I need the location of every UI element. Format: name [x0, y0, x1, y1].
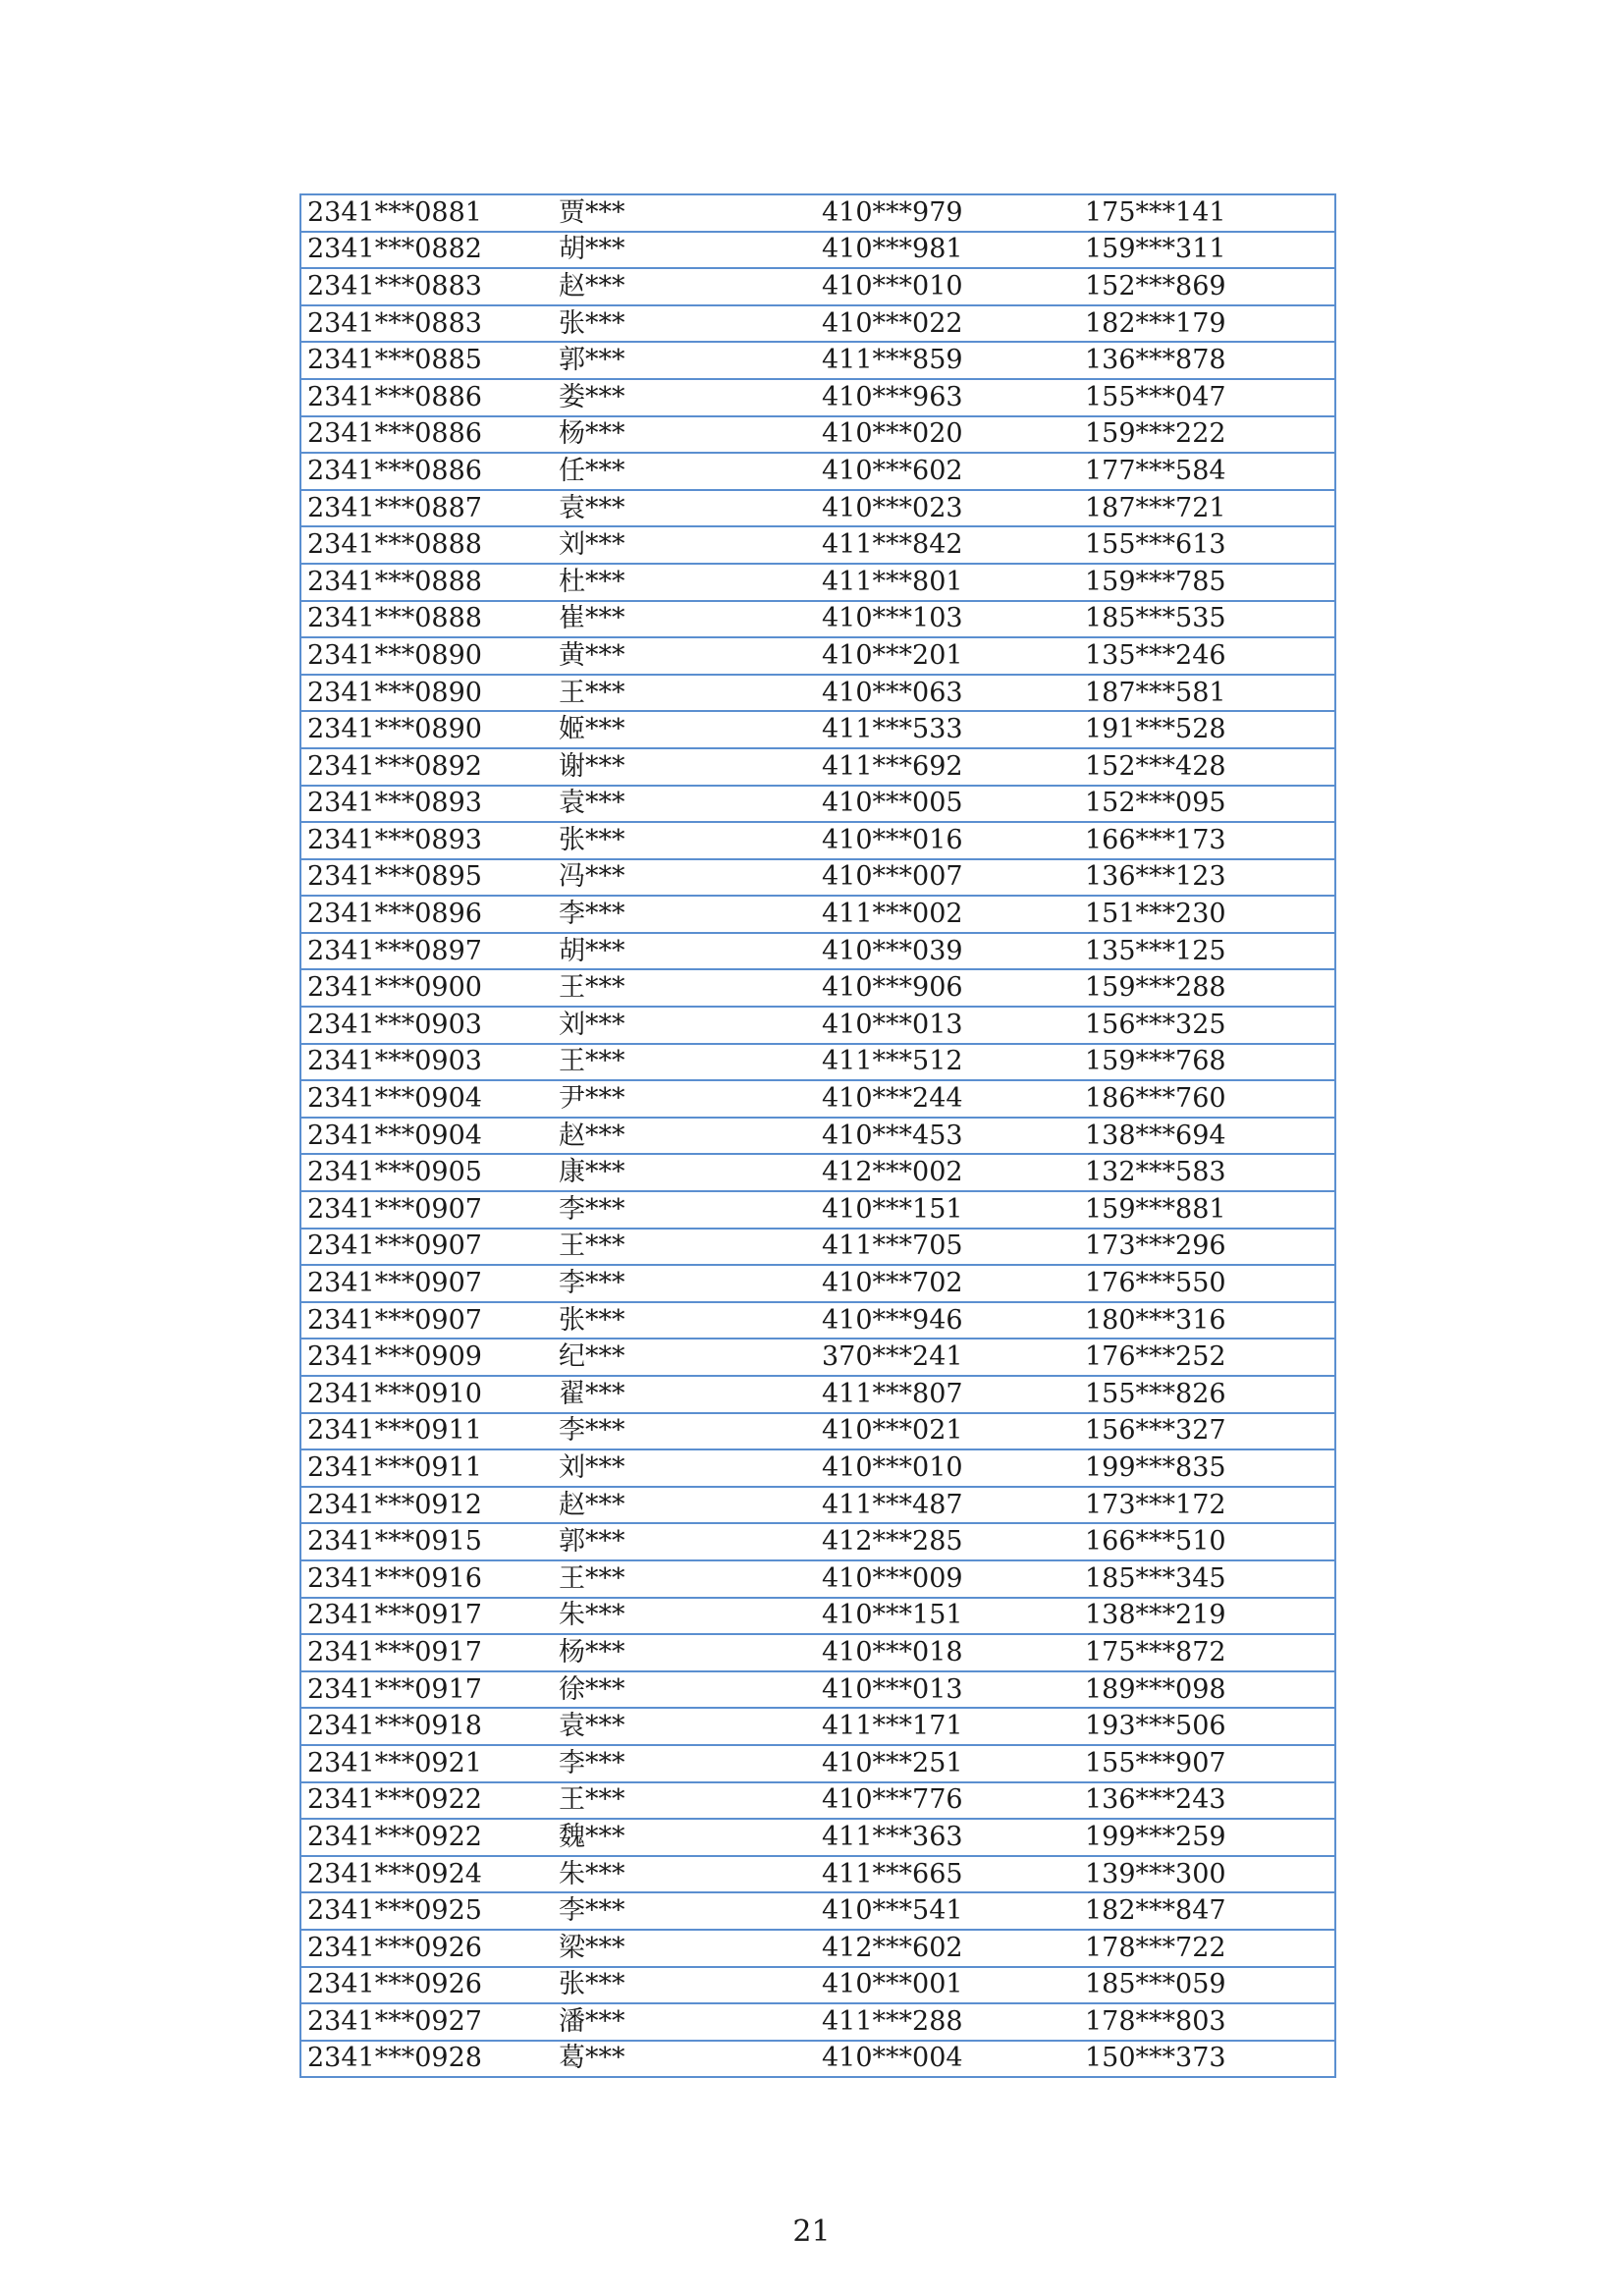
idcard-cell: 411***842 [816, 526, 1079, 564]
id-cell: 2341***0909 [300, 1339, 553, 1376]
name-cell: 郭*** [553, 342, 816, 379]
table-row [300, 1634, 1335, 1671]
table-row [300, 711, 1335, 748]
idcard-cell: 410***021 [816, 1413, 1079, 1450]
table-row [300, 2041, 1335, 2078]
table-row [300, 822, 1335, 859]
phone-cell: 173***172 [1079, 1487, 1335, 1524]
id-cell: 2341***0926 [300, 1930, 553, 1967]
name-cell: 刘*** [553, 1449, 816, 1487]
phone-cell: 180***316 [1079, 1302, 1335, 1339]
id-cell: 2341***0897 [300, 933, 553, 970]
name-cell: 张*** [553, 1302, 816, 1339]
phone-cell: 155***907 [1079, 1745, 1335, 1782]
id-cell: 2341***0885 [300, 342, 553, 379]
table-row [300, 1560, 1335, 1598]
table-row [300, 969, 1335, 1007]
id-cell: 2341***0907 [300, 1265, 553, 1302]
phone-cell: 138***694 [1079, 1118, 1335, 1155]
id-cell: 2341***0928 [300, 2041, 553, 2078]
idcard-cell: 370***241 [816, 1339, 1079, 1376]
id-cell: 2341***0912 [300, 1487, 553, 1524]
id-cell: 2341***0918 [300, 1708, 553, 1745]
table-row [300, 675, 1335, 712]
phone-cell: 176***550 [1079, 1265, 1335, 1302]
id-cell: 2341***0904 [300, 1118, 553, 1155]
idcard-cell: 411***002 [816, 896, 1079, 933]
table-row [300, 1745, 1335, 1782]
name-cell: 王*** [553, 1560, 816, 1598]
name-cell: 黄*** [553, 637, 816, 675]
id-cell: 2341***0888 [300, 526, 553, 564]
idcard-cell: 410***103 [816, 601, 1079, 638]
name-cell: 尹*** [553, 1080, 816, 1118]
name-cell: 葛*** [553, 2041, 816, 2078]
table-row [300, 1413, 1335, 1450]
table-row [300, 1007, 1335, 1044]
id-cell: 2341***0886 [300, 416, 553, 454]
idcard-cell: 410***005 [816, 786, 1079, 823]
id-cell: 2341***0907 [300, 1229, 553, 1266]
idcard-cell: 410***151 [816, 1191, 1079, 1229]
name-cell: 任*** [553, 453, 816, 490]
idcard-cell: 410***251 [816, 1745, 1079, 1782]
name-cell: 李*** [553, 1413, 816, 1450]
phone-cell: 176***252 [1079, 1339, 1335, 1376]
idcard-cell: 410***702 [816, 1265, 1079, 1302]
phone-cell: 193***506 [1079, 1708, 1335, 1745]
phone-cell: 178***803 [1079, 2003, 1335, 2041]
phone-cell: 159***222 [1079, 416, 1335, 454]
phone-cell: 177***584 [1079, 453, 1335, 490]
name-cell: 翟*** [553, 1376, 816, 1413]
name-cell: 赵*** [553, 268, 816, 305]
name-cell: 谢*** [553, 748, 816, 786]
id-cell: 2341***0887 [300, 490, 553, 527]
id-cell: 2341***0926 [300, 1967, 553, 2004]
table-row [300, 1819, 1335, 1856]
table-row [300, 933, 1335, 970]
name-cell: 杨*** [553, 1634, 816, 1671]
id-cell: 2341***0888 [300, 564, 553, 601]
idcard-cell: 410***010 [816, 268, 1079, 305]
page-number: 21 [792, 2214, 831, 2249]
id-cell: 2341***0910 [300, 1376, 553, 1413]
phone-cell: 175***141 [1079, 194, 1335, 232]
phone-cell: 175***872 [1079, 1634, 1335, 1671]
table-row [300, 268, 1335, 305]
id-cell: 2341***0925 [300, 1892, 553, 1930]
name-cell: 魏*** [553, 1819, 816, 1856]
id-cell: 2341***0890 [300, 675, 553, 712]
table-row [300, 194, 1335, 232]
table-row [300, 1339, 1335, 1376]
id-cell: 2341***0886 [300, 379, 553, 416]
id-cell: 2341***0922 [300, 1782, 553, 1820]
table-row [300, 379, 1335, 416]
table-row [300, 342, 1335, 379]
phone-cell: 185***345 [1079, 1560, 1335, 1598]
phone-cell: 159***768 [1079, 1044, 1335, 1081]
name-cell: 赵*** [553, 1487, 816, 1524]
name-cell: 纪*** [553, 1339, 816, 1376]
id-cell: 2341***0882 [300, 232, 553, 269]
id-cell: 2341***0903 [300, 1007, 553, 1044]
name-cell: 冯*** [553, 859, 816, 897]
id-cell: 2341***0883 [300, 305, 553, 343]
name-cell: 娄*** [553, 379, 816, 416]
phone-cell: 185***535 [1079, 601, 1335, 638]
table-row [300, 1523, 1335, 1560]
idcard-cell: 410***010 [816, 1449, 1079, 1487]
phone-cell: 152***869 [1079, 268, 1335, 305]
phone-cell: 152***428 [1079, 748, 1335, 786]
table-row [300, 637, 1335, 675]
name-cell: 李*** [553, 1745, 816, 1782]
id-cell: 2341***0904 [300, 1080, 553, 1118]
idcard-cell: 411***801 [816, 564, 1079, 601]
phone-cell: 182***179 [1079, 305, 1335, 343]
idcard-cell: 410***453 [816, 1118, 1079, 1155]
table-row [300, 896, 1335, 933]
name-cell: 袁*** [553, 490, 816, 527]
name-cell: 李*** [553, 1892, 816, 1930]
id-cell: 2341***0917 [300, 1634, 553, 1671]
phone-cell: 166***510 [1079, 1523, 1335, 1560]
phone-cell: 136***243 [1079, 1782, 1335, 1820]
id-cell: 2341***0911 [300, 1413, 553, 1450]
idcard-cell: 410***018 [816, 1634, 1079, 1671]
name-cell: 张*** [553, 1967, 816, 2004]
table-row [300, 786, 1335, 823]
id-cell: 2341***0890 [300, 637, 553, 675]
id-cell: 2341***0896 [300, 896, 553, 933]
phone-cell: 187***581 [1079, 675, 1335, 712]
idcard-cell: 411***859 [816, 342, 1079, 379]
phone-cell: 152***095 [1079, 786, 1335, 823]
name-cell: 徐*** [553, 1671, 816, 1709]
phone-cell: 187***721 [1079, 490, 1335, 527]
id-cell: 2341***0907 [300, 1302, 553, 1339]
idcard-cell: 410***963 [816, 379, 1079, 416]
idcard-cell: 410***013 [816, 1007, 1079, 1044]
name-cell: 王*** [553, 969, 816, 1007]
name-cell: 张*** [553, 305, 816, 343]
idcard-cell: 410***981 [816, 232, 1079, 269]
idcard-cell: 411***288 [816, 2003, 1079, 2041]
idcard-cell: 412***602 [816, 1930, 1079, 1967]
id-cell: 2341***0924 [300, 1856, 553, 1893]
idcard-cell: 411***705 [816, 1229, 1079, 1266]
name-cell: 贾*** [553, 194, 816, 232]
idcard-cell: 410***039 [816, 933, 1079, 970]
name-cell: 郭*** [553, 1523, 816, 1560]
idcard-cell: 410***004 [816, 2041, 1079, 2078]
id-cell: 2341***0911 [300, 1449, 553, 1487]
id-cell: 2341***0895 [300, 859, 553, 897]
phone-cell: 136***878 [1079, 342, 1335, 379]
table-row [300, 1154, 1335, 1191]
name-cell: 刘*** [553, 526, 816, 564]
idcard-cell: 410***007 [816, 859, 1079, 897]
id-cell: 2341***0893 [300, 786, 553, 823]
name-cell: 朱*** [553, 1856, 816, 1893]
id-cell: 2341***0883 [300, 268, 553, 305]
name-cell: 王*** [553, 675, 816, 712]
table-row [300, 859, 1335, 897]
table-row [300, 232, 1335, 269]
phone-cell: 159***288 [1079, 969, 1335, 1007]
idcard-cell: 411***512 [816, 1044, 1079, 1081]
phone-cell: 155***826 [1079, 1376, 1335, 1413]
name-cell: 潘*** [553, 2003, 816, 2041]
idcard-cell: 410***906 [816, 969, 1079, 1007]
idcard-cell: 410***009 [816, 1560, 1079, 1598]
table-row [300, 1671, 1335, 1709]
idcard-cell: 410***020 [816, 416, 1079, 454]
phone-cell: 189***098 [1079, 1671, 1335, 1709]
phone-cell: 159***311 [1079, 232, 1335, 269]
id-cell: 2341***0892 [300, 748, 553, 786]
phone-cell: 159***881 [1079, 1191, 1335, 1229]
id-cell: 2341***0893 [300, 822, 553, 859]
table-row [300, 1708, 1335, 1745]
id-cell: 2341***0903 [300, 1044, 553, 1081]
idcard-cell: 411***807 [816, 1376, 1079, 1413]
name-cell: 王*** [553, 1229, 816, 1266]
phone-cell: 139***300 [1079, 1856, 1335, 1893]
idcard-cell: 410***023 [816, 490, 1079, 527]
name-cell: 梁*** [553, 1930, 816, 1967]
table-row [300, 490, 1335, 527]
id-cell: 2341***0922 [300, 1819, 553, 1856]
idcard-cell: 411***665 [816, 1856, 1079, 1893]
id-cell: 2341***0886 [300, 453, 553, 490]
phone-cell: 185***059 [1079, 1967, 1335, 2004]
name-cell: 朱*** [553, 1598, 816, 1635]
name-cell: 李*** [553, 1265, 816, 1302]
idcard-cell: 411***171 [816, 1708, 1079, 1745]
table-row [300, 453, 1335, 490]
idcard-cell: 410***022 [816, 305, 1079, 343]
table-row [300, 1302, 1335, 1339]
id-cell: 2341***0921 [300, 1745, 553, 1782]
phone-cell: 186***760 [1079, 1080, 1335, 1118]
phone-cell: 155***047 [1079, 379, 1335, 416]
table-row [300, 1892, 1335, 1930]
id-cell: 2341***0907 [300, 1191, 553, 1229]
phone-cell: 156***325 [1079, 1007, 1335, 1044]
idcard-cell: 410***201 [816, 637, 1079, 675]
name-cell: 王*** [553, 1782, 816, 1820]
name-cell: 胡*** [553, 933, 816, 970]
idcard-cell: 410***979 [816, 194, 1079, 232]
phone-cell: 155***613 [1079, 526, 1335, 564]
table-row [300, 1782, 1335, 1820]
idcard-cell: 412***285 [816, 1523, 1079, 1560]
phone-cell: 136***123 [1079, 859, 1335, 897]
idcard-cell: 412***002 [816, 1154, 1079, 1191]
idcard-cell: 411***692 [816, 748, 1079, 786]
name-cell: 康*** [553, 1154, 816, 1191]
idcard-cell: 410***541 [816, 1892, 1079, 1930]
idcard-cell: 411***363 [816, 1819, 1079, 1856]
idcard-cell: 410***001 [816, 1967, 1079, 2004]
table-row [300, 1265, 1335, 1302]
id-cell: 2341***0917 [300, 1598, 553, 1635]
name-cell: 袁*** [553, 1708, 816, 1745]
table-row [300, 1598, 1335, 1635]
table-row [300, 1044, 1335, 1081]
id-cell: 2341***0915 [300, 1523, 553, 1560]
id-cell: 2341***0888 [300, 601, 553, 638]
name-cell: 赵*** [553, 1118, 816, 1155]
phone-cell: 138***219 [1079, 1598, 1335, 1635]
phone-cell: 156***327 [1079, 1413, 1335, 1450]
idcard-cell: 410***946 [816, 1302, 1079, 1339]
table-row [300, 416, 1335, 454]
idcard-cell: 410***151 [816, 1598, 1079, 1635]
name-cell: 杨*** [553, 416, 816, 454]
id-cell: 2341***0890 [300, 711, 553, 748]
table-row [300, 1118, 1335, 1155]
name-cell: 张*** [553, 822, 816, 859]
id-cell: 2341***0916 [300, 1560, 553, 1598]
phone-cell: 135***125 [1079, 933, 1335, 970]
phone-cell: 151***230 [1079, 896, 1335, 933]
phone-cell: 178***722 [1079, 1930, 1335, 1967]
id-cell: 2341***0927 [300, 2003, 553, 2041]
name-cell: 杜*** [553, 564, 816, 601]
name-cell: 李*** [553, 1191, 816, 1229]
table-row [300, 2003, 1335, 2041]
phone-cell: 199***259 [1079, 1819, 1335, 1856]
phone-cell: 135***246 [1079, 637, 1335, 675]
idcard-cell: 410***013 [816, 1671, 1079, 1709]
table-row [300, 1376, 1335, 1413]
name-cell: 袁*** [553, 786, 816, 823]
table-row [300, 1191, 1335, 1229]
phone-cell: 191***528 [1079, 711, 1335, 748]
idcard-cell: 411***533 [816, 711, 1079, 748]
table-body [300, 194, 1335, 2077]
name-cell: 李*** [553, 896, 816, 933]
id-cell: 2341***0900 [300, 969, 553, 1007]
id-cell: 2341***0881 [300, 194, 553, 232]
table-row [300, 1229, 1335, 1266]
name-cell: 胡*** [553, 232, 816, 269]
phone-cell: 159***785 [1079, 564, 1335, 601]
idcard-cell: 410***063 [816, 675, 1079, 712]
table-row [300, 1080, 1335, 1118]
phone-cell: 166***173 [1079, 822, 1335, 859]
phone-cell: 150***373 [1079, 2041, 1335, 2078]
table-row [300, 748, 1335, 786]
id-cell: 2341***0905 [300, 1154, 553, 1191]
id-cell: 2341***0917 [300, 1671, 553, 1709]
table-row [300, 1856, 1335, 1893]
table-row [300, 1930, 1335, 1967]
table-row [300, 601, 1335, 638]
phone-cell: 182***847 [1079, 1892, 1335, 1930]
name-cell: 王*** [553, 1044, 816, 1081]
phone-cell: 199***835 [1079, 1449, 1335, 1487]
idcard-cell: 411***487 [816, 1487, 1079, 1524]
phone-cell: 173***296 [1079, 1229, 1335, 1266]
table-row [300, 564, 1335, 601]
idcard-cell: 410***776 [816, 1782, 1079, 1820]
data-table [299, 193, 1336, 2078]
table-row [300, 1487, 1335, 1524]
table-row [300, 305, 1335, 343]
table-row [300, 1449, 1335, 1487]
phone-cell: 132***583 [1079, 1154, 1335, 1191]
idcard-cell: 410***016 [816, 822, 1079, 859]
name-cell: 刘*** [553, 1007, 816, 1044]
idcard-cell: 410***244 [816, 1080, 1079, 1118]
table-row [300, 1967, 1335, 2004]
name-cell: 姬*** [553, 711, 816, 748]
table-row [300, 526, 1335, 564]
idcard-cell: 410***602 [816, 453, 1079, 490]
name-cell: 崔*** [553, 601, 816, 638]
